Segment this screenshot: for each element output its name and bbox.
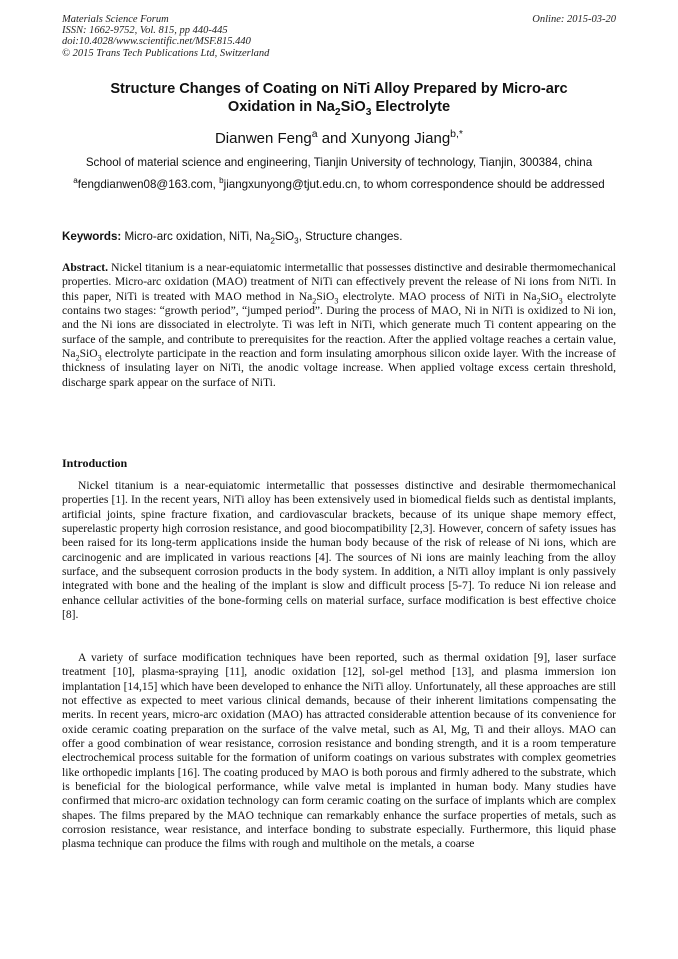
author-and: and (317, 130, 351, 147)
abstract-text: SiO (316, 289, 335, 303)
affiliation: School of material science and engineering, Tianjin University of technology, Tianjin, 300384, china (85, 156, 593, 169)
intro-paragraph-1: Nickel titanium is a near-equiatomic intermetallic that possesses distinctive and desirable thermomechanical properties [1]. In the recent years, NiTi alloy has been extensively used in biomedical fields such as dentistal implants, artificial joints, spine fracture fixation, and cardiovascular brackets, because of its unique shape memory effect, superelastic property high corrosion resistance, and good biocompatibility [2,3]. However, concern of safety issues has been raised for its long-term applications inside the human body because of the risk of release of Ni ions, which are carcinogenic and are implicated in various reactions [4]. The sources of Ni ions are mainly leaching from the alloy surface, and the subsequent corrosion products in the body system. In addition, a NiTi alloy implant is only passively integrated with bone and the healing of the implant is slow and difficult process [5-7]. To reduce Ni ion release and enhance cellular activities of the bone-forming cells on material surface, surface modification is best effective choice [8]. (62, 479, 616, 622)
abstract-subscript: 2 (536, 296, 541, 305)
copyright-line: © 2015 Trans Tech Publications Ltd, Switzerland (62, 47, 270, 59)
abstract-text: SiO (540, 289, 559, 303)
abstract-text: electrolyte contains two stages: “growth period”, “jumped period”. During the process of MAO, Ni in NiTi is oxidized to Ni ion, and the Ni ions are dissociated in electrolyte. Ti was left in NiTi, which generate much Ti content appearing on the surface of the sample, and contribute to prerequisites for the reaction. After the applied voltage reaches a certain value, Na (62, 289, 616, 361)
abstract-subscript: 2 (75, 353, 80, 363)
title-text: Electrolyte (371, 99, 451, 115)
title-text: SiO (340, 99, 366, 115)
title-text: Oxidation in Na (227, 99, 335, 115)
journal-name: Materials Science Forum (62, 14, 169, 25)
abstract-label: Abstract. (62, 261, 109, 274)
author-2: Xunyong Jiang (350, 130, 451, 147)
keywords-subscript: 3 (294, 236, 299, 246)
abstract-subscript: 3 (334, 296, 339, 305)
intro-paragraph-2: A variety of surface modification techniques have been reported, such as thermal oxidation [9], laser surface treatment [10], plasma-spraying [11], anodic oxidation [12], sol-gel method [13], and plasma immersion ion implantation [14,15] which have been developed to enhance the NiTi alloy. Unfortunately, all these approaches are still not effective as expected to meet various clinical demands, because of their inherent limitations compensating the merits. In recent years, micro-arc oxidation (MAO) has attracted considerable attention because of its convenience for oxide ceramic coating preparation on the surface of the valve metal, such as Al, Mg, Ti and their alloys. MAO can offer a good combination of wear resistance, corrosion resistance and bonding strength, and it is a room temperature electrochemical process suitable for the formation of uniform coatings on various substrates with complex geometries like orthopedic implants [16]. The coating produced by MAO is both porous and firmly adhered to the substrate, which is beneficial for the biological performance, while valve metal is implanted in human body. Many studies have confirmed that micro-arc oxidation technology can form ceramic coating on the surface of implants which are complex shapes. The films prepared by the MAO technique can remarkably enhance the surface properties of metals, such as corrosion resistance, wear resistance, and interface bonding to substrate especially. Furthermore, this liquid phase plasma technique can produce the films with rough and multihole on the metals, a coarse (62, 651, 616, 851)
abstract-subscript: 3 (558, 296, 563, 305)
title-line-2 (62, 98, 616, 116)
abstract-subscript: 3 (97, 353, 102, 363)
author-emails (62, 178, 616, 193)
keywords-text: Micro-arc oxidation, NiTi, Na (121, 230, 271, 243)
author-1-mark: a (311, 128, 318, 140)
email-a: fengdianwen08@163.com, (77, 178, 220, 191)
keywords-subscript: 2 (270, 236, 275, 246)
abstract-text: electrolyte participate in the reaction and form insulating amorphous silicon oxide layer. With the increase of thickness of insulating layer on NiTi, the anodic voltage increase. When applied voltage excess certain threshold, discharge spark appear on the surface of NiTi. (62, 347, 616, 389)
keywords-text: , Structure changes. (298, 230, 403, 243)
abstract-subscript: 2 (312, 296, 317, 305)
keywords-text: SiO (274, 230, 295, 243)
journal-header (62, 14, 616, 59)
email-mark-a: a (73, 176, 78, 186)
author-2-mark: b,* (450, 128, 464, 140)
title-subscript: 2 (334, 106, 341, 118)
abstract-text: Nickel titanium is a near-equiatomic intermetallic that possesses distinctive and desirable thermomechanical properties. Micro-arc oxidation (MAO) treatment of NiTi can effectively prevent the release of Ni ions from NiTi. In this paper, NiTi is treated with MAO method in Na (62, 261, 616, 303)
abstract (62, 261, 616, 390)
author-1: Dianwen Feng (214, 130, 312, 147)
title-subscript: 3 (365, 106, 372, 118)
keywords-label: Keywords: (62, 230, 122, 243)
doi-line: doi:10.4028/www.scientific.net/MSF.815.440 (62, 36, 251, 48)
email-b: jiangxunyong@tjut.edu.cn, to whom correspondence should be addressed (223, 178, 605, 191)
abstract-text: SiO (79, 347, 98, 361)
section-heading: Introduction (62, 456, 128, 470)
paper-title (62, 80, 616, 116)
keywords (62, 230, 616, 244)
email-mark-b: b (219, 176, 224, 186)
author-line (62, 130, 616, 148)
title-line-1: Structure Changes of Coating on NiTi Alloy Prepared by Micro-arc (110, 81, 568, 97)
abstract-text: electrolyte. MAO process of NiTi in Na (338, 289, 537, 303)
issn-line: ISSN: 1662-9752, Vol. 815, pp 440-445 (62, 25, 228, 37)
online-date: Online: 2015-03-20 (532, 14, 616, 25)
